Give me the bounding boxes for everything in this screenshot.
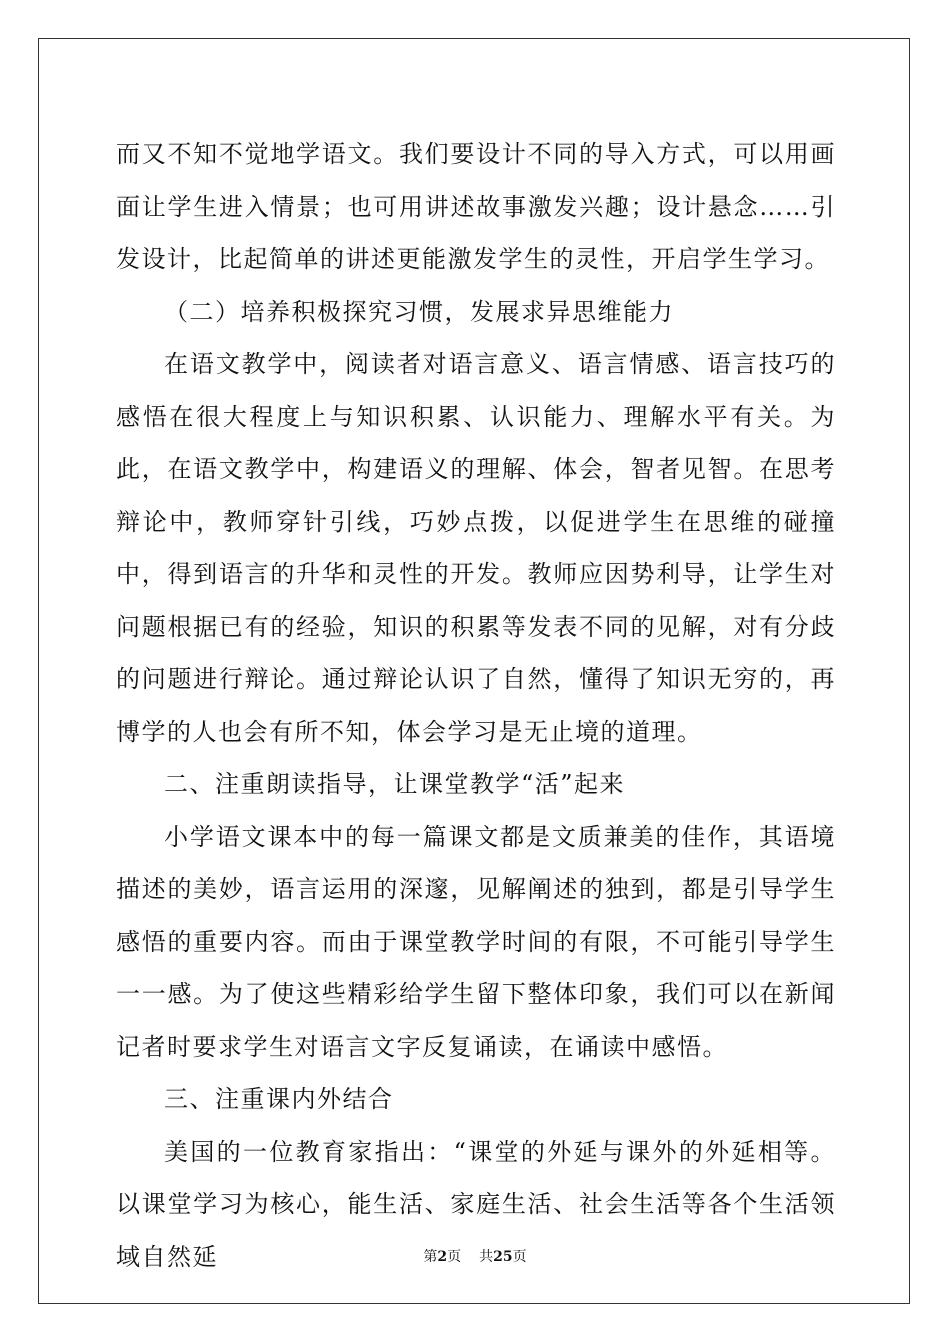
total-prefix: 共	[479, 1249, 494, 1265]
document-body	[116, 128, 836, 1283]
section-heading-inside-outside: 三、注重课内外结合	[164, 1085, 394, 1113]
total-suffix: 页	[512, 1249, 527, 1265]
page-suffix: 页	[447, 1249, 462, 1265]
page-current-number: 2	[437, 1249, 448, 1265]
section-heading-reading: 二、注重朗读指导，让课堂教学“活”起来	[164, 770, 626, 798]
paragraph-3: 小学语文课本中的每一篇课文都是文质兼美的佳作，其语境描述的美妙，语言运用的深邃，见解阐述的独到，都是引导学生感悟的重要内容。而由于课堂教学时间的有限，不可能引导学生一一感。为了使这些精彩给学生留下整体印象，我们可以在新闻记者时要求学生对语言文字反复诵读，在诵读中感悟。	[116, 822, 836, 1061]
page-prefix: 第	[423, 1249, 438, 1265]
paragraph-4: 美国的一位教育家指出：“课堂的外延与课外的外延相等。以课堂学习为核心，能生活、家庭生活、社会生活等各个生活领域自然延	[116, 1137, 836, 1271]
page-footer	[0, 1246, 950, 1266]
paragraph-2: 在语文教学中，阅读者对语言意义、语言情感、语言技巧的感悟在很大程度上与知识积累、认识能力、理解水平有关。为此，在语文教学中，构建语义的理解、体会，智者见智。在思考辩论中，教师穿针引线，巧妙点拨，以促进学生在思维的碰撞中，得到语言的升华和灵性的开发。教师应因势利导，让学生对问题根据已有的经验，知识的积累等发表不同的见解，对有分歧的问题进行辩论。通过辩论认识了自然，懂得了知识无穷的，再博学的人也会有所不知，体会学习是无止境的道理。	[116, 350, 836, 746]
page-total-number: 25	[493, 1249, 513, 1265]
paragraph-1: 而又不知不觉地学语文。我们要设计不同的导入方式，可以用画面让学生进入情景；也可用讲述故事激发兴趣；设计悬念……引发设计，比起简单的讲述更能激发学生的灵性，开启学生学习。	[116, 140, 836, 273]
section-heading-2: （二）培养积极探究习惯，发展求异思维能力	[164, 297, 674, 326]
